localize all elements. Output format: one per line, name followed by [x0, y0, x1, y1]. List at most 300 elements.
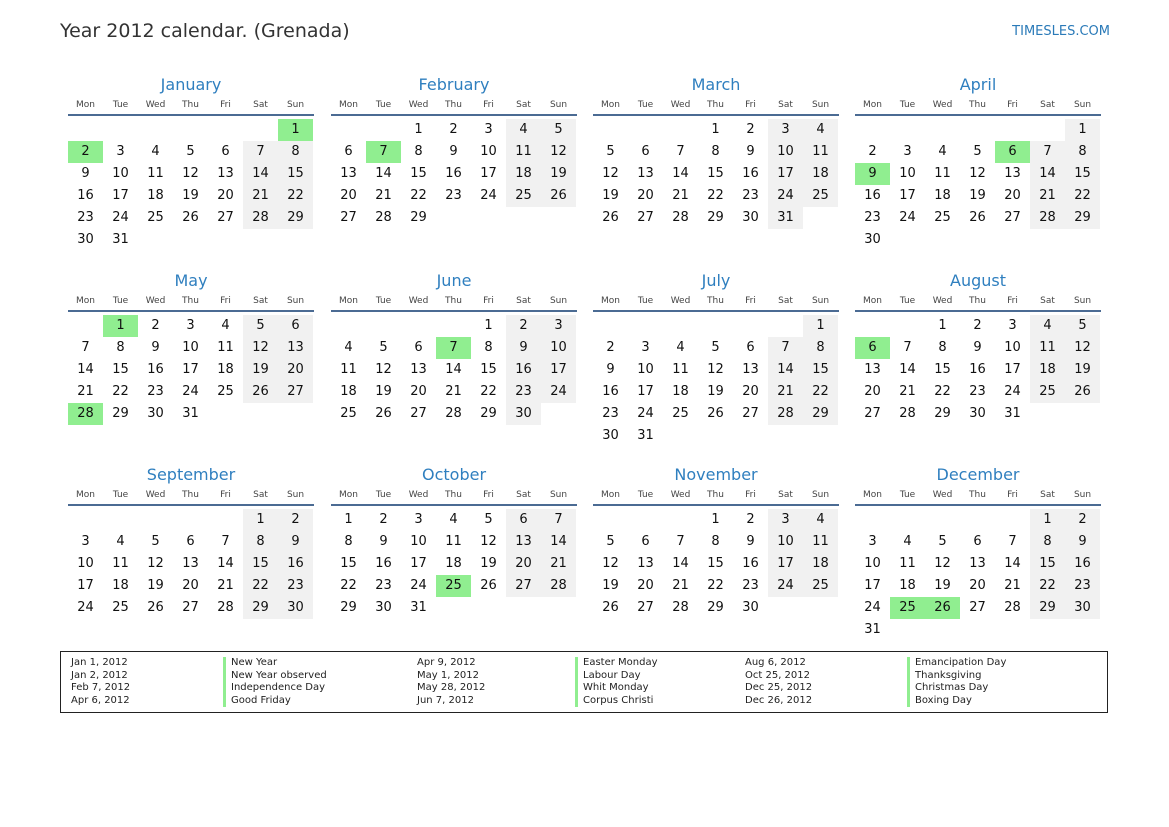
day-cell: 12	[182, 166, 199, 181]
day-cell: 26	[1065, 381, 1100, 403]
day-cell: 2	[151, 318, 160, 333]
day-cell: 23	[1065, 575, 1100, 597]
day-cell: 14	[217, 556, 234, 571]
day-grid	[331, 119, 577, 229]
empty-cell	[890, 509, 925, 531]
legend-holiday-name: Independence Day	[223, 682, 327, 695]
day-cell: 1	[344, 512, 353, 527]
day-cell: 14	[445, 362, 462, 377]
day-cell: 17	[1004, 362, 1021, 377]
month-march	[593, 74, 839, 229]
weekday-label: Wed	[932, 296, 953, 306]
day-cell: 19	[541, 163, 576, 185]
day-cell: 18	[803, 553, 838, 575]
day-cell: 23	[278, 575, 313, 597]
weekday-label: Sat	[778, 296, 793, 306]
day-cell: 13	[1004, 166, 1021, 181]
day-cell: 1	[484, 318, 493, 333]
day-cell: 19	[480, 556, 497, 571]
weekday-label: Fri	[220, 296, 231, 306]
holiday-day-cell: 26	[925, 597, 960, 619]
legend-date: May 1, 2012	[417, 669, 480, 681]
day-cell: 18	[340, 384, 357, 399]
day-cell: 3	[768, 119, 803, 141]
day-cell: 7	[221, 534, 230, 549]
day-cell: 8	[484, 340, 493, 355]
weekday-label: Wed	[145, 490, 166, 500]
day-cell: 28	[1004, 600, 1021, 615]
empty-cell	[593, 119, 628, 141]
day-cell: 12	[969, 166, 986, 181]
weekday-label: Tue	[112, 100, 129, 110]
legend-dates-col-3	[745, 657, 812, 707]
day-cell: 23	[969, 384, 986, 399]
day-cell: 6	[221, 144, 230, 159]
weekday-label: Tue	[375, 296, 392, 306]
weekday-label: Fri	[745, 296, 756, 306]
day-cell: 17	[410, 556, 427, 571]
day-cell: 8	[1030, 531, 1065, 553]
day-cell: 18	[803, 163, 838, 185]
day-cell: 14	[768, 359, 803, 381]
weekday-label: Mon	[601, 100, 620, 110]
empty-cell	[855, 509, 890, 531]
day-cell: 15	[410, 166, 427, 181]
day-cell: 30	[969, 406, 986, 421]
legend-date: Jan 1, 2012	[71, 657, 128, 668]
day-cell: 21	[768, 381, 803, 403]
day-cell: 14	[375, 166, 392, 181]
weekday-header	[855, 98, 1101, 116]
day-cell: 22	[803, 381, 838, 403]
weekday-header	[331, 98, 577, 116]
day-cell: 21	[899, 384, 916, 399]
legend-names-col-2	[575, 657, 658, 707]
month-june	[331, 270, 577, 425]
legend-date: Dec 26, 2012	[745, 694, 813, 706]
weekday-label: Fri	[1007, 490, 1018, 500]
day-cell: 20	[340, 188, 357, 203]
holiday-day-cell: 6	[855, 337, 890, 359]
day-grid	[68, 315, 314, 425]
day-cell: 21	[445, 384, 462, 399]
day-cell: 8	[344, 534, 353, 549]
empty-cell	[698, 315, 733, 337]
weekday-label: Tue	[899, 296, 916, 306]
day-cell: 28	[768, 403, 803, 425]
day-cell: 5	[379, 340, 388, 355]
holiday-day-cell: 9	[855, 163, 890, 185]
day-cell: 12	[375, 362, 392, 377]
day-cell: 29	[707, 600, 724, 615]
day-cell: 12	[707, 362, 724, 377]
month-july	[593, 270, 839, 447]
day-cell: 28	[899, 406, 916, 421]
day-cell: 22	[1065, 185, 1100, 207]
day-cell: 16	[147, 362, 164, 377]
weekday-label: Sat	[1040, 296, 1055, 306]
weekday-label: Thu	[445, 296, 462, 306]
day-cell: 8	[1065, 141, 1100, 163]
day-cell: 26	[602, 600, 619, 615]
day-cell: 20	[182, 578, 199, 593]
weekday-header	[68, 294, 314, 312]
empty-cell	[890, 315, 925, 337]
day-cell: 15	[243, 553, 278, 575]
weekday-header	[68, 488, 314, 506]
weekday-label: Fri	[220, 490, 231, 500]
day-cell: 15	[1065, 163, 1100, 185]
day-cell: 3	[1008, 318, 1017, 333]
weekday-label: Fri	[1007, 100, 1018, 110]
day-cell: 31	[637, 428, 654, 443]
day-cell: 29	[480, 406, 497, 421]
empty-cell	[768, 315, 803, 337]
day-cell: 29	[410, 210, 427, 225]
day-cell: 9	[379, 534, 388, 549]
day-cell: 27	[969, 600, 986, 615]
weekday-label: Tue	[637, 296, 654, 306]
holiday-day-cell: 25	[436, 575, 471, 597]
day-cell: 1	[414, 122, 423, 137]
day-cell: 1	[1030, 509, 1065, 531]
weekday-label: Mon	[863, 296, 882, 306]
weekday-label: Wed	[408, 490, 429, 500]
empty-cell	[68, 509, 103, 531]
weekday-label: Sat	[1040, 490, 1055, 500]
day-cell: 30	[864, 232, 881, 247]
month-name: March	[691, 75, 741, 94]
legend-names-col-3	[907, 657, 1006, 707]
weekday-label: Thu	[182, 296, 199, 306]
legend-date: Jan 2, 2012	[71, 669, 128, 681]
day-cell: 21	[243, 185, 278, 207]
month-name: January	[160, 75, 222, 94]
weekday-label: Mon	[601, 296, 620, 306]
day-cell: 2	[746, 512, 755, 527]
weekday-label: Wed	[145, 100, 166, 110]
weekday-label: Fri	[745, 490, 756, 500]
day-cell: 23	[864, 210, 881, 225]
legend-date: Apr 9, 2012	[417, 657, 476, 668]
day-cell: 22	[934, 384, 951, 399]
day-cell: 4	[506, 119, 541, 141]
day-cell: 21	[375, 188, 392, 203]
day-cell: 17	[541, 359, 576, 381]
day-cell: 28	[217, 600, 234, 615]
empty-cell	[68, 119, 103, 141]
day-cell: 25	[934, 210, 951, 225]
day-cell: 27	[410, 406, 427, 421]
day-cell: 23	[742, 578, 759, 593]
day-cell: 30	[77, 232, 94, 247]
weekday-label: Wed	[670, 100, 691, 110]
day-cell: 3	[641, 340, 650, 355]
weekday-label: Sun	[1073, 296, 1092, 306]
day-cell: 25	[506, 185, 541, 207]
day-cell: 12	[243, 337, 278, 359]
day-cell: 5	[711, 340, 720, 355]
day-cell: 30	[602, 428, 619, 443]
weekday-label: Thu	[969, 490, 986, 500]
legend-holiday-name: Thanksgiving	[907, 670, 1006, 683]
day-cell: 17	[768, 163, 803, 185]
day-grid	[593, 119, 839, 229]
day-cell: 20	[637, 188, 654, 203]
day-cell: 21	[1030, 185, 1065, 207]
day-cell: 10	[77, 556, 94, 571]
empty-cell	[401, 315, 436, 337]
day-cell: 17	[182, 362, 199, 377]
day-cell: 10	[768, 531, 803, 553]
day-cell: 7	[903, 340, 912, 355]
day-cell: 25	[340, 406, 357, 421]
day-cell: 17	[768, 553, 803, 575]
day-cell: 6	[973, 534, 982, 549]
weekday-label: Wed	[408, 296, 429, 306]
weekday-header	[593, 98, 839, 116]
weekday-label: Sun	[1073, 490, 1092, 500]
day-cell: 26	[969, 210, 986, 225]
day-cell: 5	[484, 512, 493, 527]
day-cell: 16	[445, 166, 462, 181]
day-cell: 8	[711, 144, 720, 159]
day-cell: 14	[672, 166, 689, 181]
day-cell: 25	[112, 600, 129, 615]
weekday-label: Fri	[483, 490, 494, 500]
weekday-label: Thu	[182, 100, 199, 110]
day-cell: 17	[864, 578, 881, 593]
day-cell: 9	[151, 340, 160, 355]
day-cell: 6	[344, 144, 353, 159]
weekday-label: Sun	[286, 490, 305, 500]
day-cell: 6	[506, 509, 541, 531]
month-january	[68, 74, 314, 251]
day-cell: 23	[602, 406, 619, 421]
day-cell: 4	[676, 340, 685, 355]
day-cell: 18	[217, 362, 234, 377]
day-cell: 14	[899, 362, 916, 377]
day-cell: 4	[344, 340, 353, 355]
day-cell: 13	[506, 531, 541, 553]
weekday-header	[331, 294, 577, 312]
weekday-label: Sun	[286, 100, 305, 110]
day-cell: 7	[1008, 534, 1017, 549]
day-cell: 18	[1030, 359, 1065, 381]
empty-cell	[366, 315, 401, 337]
holiday-day-cell: 6	[995, 141, 1030, 163]
day-grid	[68, 509, 314, 619]
weekday-label: Sun	[811, 100, 830, 110]
day-cell: 23	[445, 188, 462, 203]
day-cell: 31	[768, 207, 803, 229]
weekday-label: Mon	[339, 100, 358, 110]
empty-cell	[331, 119, 366, 141]
day-cell: 27	[1004, 210, 1021, 225]
day-cell: 16	[742, 166, 759, 181]
day-cell: 10	[112, 166, 129, 181]
weekday-label: Fri	[745, 100, 756, 110]
day-cell: 17	[899, 188, 916, 203]
day-cell: 20	[1004, 188, 1021, 203]
weekday-label: Sat	[516, 100, 531, 110]
day-cell: 5	[973, 144, 982, 159]
day-cell: 26	[243, 381, 278, 403]
day-cell: 2	[278, 509, 313, 531]
day-cell: 4	[449, 512, 458, 527]
legend-holiday-name: New Year observed	[223, 670, 327, 683]
day-cell: 19	[375, 384, 392, 399]
day-cell: 30	[375, 600, 392, 615]
day-cell: 11	[340, 362, 357, 377]
day-cell: 22	[1030, 575, 1065, 597]
legend-date: Oct 25, 2012	[745, 669, 810, 681]
weekday-label: Mon	[76, 100, 95, 110]
day-cell: 12	[147, 556, 164, 571]
day-cell: 27	[637, 210, 654, 225]
day-cell: 25	[1030, 381, 1065, 403]
legend-holiday-name: Christmas Day	[907, 682, 1006, 695]
day-cell: 7	[676, 144, 685, 159]
day-cell: 24	[112, 210, 129, 225]
weekday-label: Thu	[707, 100, 724, 110]
day-cell: 6	[641, 534, 650, 549]
empty-cell	[366, 119, 401, 141]
day-cell: 29	[707, 210, 724, 225]
day-cell: 27	[637, 600, 654, 615]
weekday-label: Fri	[220, 100, 231, 110]
day-cell: 6	[746, 340, 755, 355]
day-cell: 26	[707, 406, 724, 421]
day-grid	[593, 315, 839, 447]
weekday-label: Fri	[1007, 296, 1018, 306]
holiday-day-cell: 2	[68, 141, 103, 163]
day-grid	[68, 119, 314, 251]
empty-cell	[960, 509, 995, 531]
day-cell: 15	[707, 166, 724, 181]
day-cell: 10	[410, 534, 427, 549]
day-cell: 5	[606, 144, 615, 159]
day-cell: 19	[1065, 359, 1100, 381]
weekday-header	[68, 98, 314, 116]
legend-holiday-name: Labour Day	[575, 670, 658, 683]
day-cell: 24	[768, 575, 803, 597]
site-link[interactable]: TIMESLES.COM	[1012, 24, 1110, 39]
day-cell: 7	[1030, 141, 1065, 163]
month-name: August	[950, 271, 1006, 290]
day-cell: 9	[746, 144, 755, 159]
day-cell: 16	[77, 188, 94, 203]
day-cell: 30	[278, 597, 313, 619]
day-cell: 30	[1065, 597, 1100, 619]
empty-cell	[138, 119, 173, 141]
day-cell: 14	[77, 362, 94, 377]
day-cell: 16	[742, 556, 759, 571]
weekday-label: Wed	[670, 296, 691, 306]
day-cell: 5	[606, 534, 615, 549]
day-cell: 27	[278, 381, 313, 403]
day-cell: 22	[243, 575, 278, 597]
day-cell: 19	[934, 578, 951, 593]
empty-cell	[103, 119, 138, 141]
day-cell: 20	[969, 578, 986, 593]
day-cell: 3	[541, 315, 576, 337]
day-cell: 11	[217, 340, 234, 355]
day-cell: 8	[803, 337, 838, 359]
legend-holiday-name: Corpus Christi	[575, 695, 658, 708]
day-cell: 7	[768, 337, 803, 359]
day-cell: 15	[707, 556, 724, 571]
legend-date: Aug 6, 2012	[745, 657, 806, 668]
day-cell: 15	[803, 359, 838, 381]
day-cell: 22	[340, 578, 357, 593]
day-cell: 23	[147, 384, 164, 399]
day-cell: 8	[116, 340, 125, 355]
day-cell: 13	[637, 556, 654, 571]
weekday-label: Tue	[112, 490, 129, 500]
weekday-label: Thu	[969, 100, 986, 110]
day-cell: 6	[641, 144, 650, 159]
month-name: November	[674, 465, 758, 484]
weekday-label: Sat	[778, 490, 793, 500]
day-cell: 5	[186, 144, 195, 159]
day-cell: 8	[414, 144, 423, 159]
empty-cell	[925, 119, 960, 141]
day-cell: 1	[711, 122, 720, 137]
day-cell: 3	[186, 318, 195, 333]
day-cell: 18	[899, 578, 916, 593]
day-cell: 25	[803, 185, 838, 207]
day-cell: 5	[541, 119, 576, 141]
legend-holiday-name: New Year	[223, 657, 327, 670]
day-cell: 19	[969, 188, 986, 203]
empty-cell	[173, 119, 208, 141]
weekday-label: Mon	[339, 296, 358, 306]
day-cell: 2	[506, 315, 541, 337]
day-cell: 10	[637, 362, 654, 377]
empty-cell	[593, 315, 628, 337]
day-cell: 28	[375, 210, 392, 225]
day-cell: 14	[672, 556, 689, 571]
empty-cell	[628, 315, 663, 337]
day-cell: 28	[672, 600, 689, 615]
empty-cell	[995, 119, 1030, 141]
month-name: December	[936, 465, 1020, 484]
day-cell: 31	[112, 232, 129, 247]
day-cell: 30	[742, 210, 759, 225]
day-cell: 5	[938, 534, 947, 549]
day-cell: 5	[151, 534, 160, 549]
day-cell: 20	[864, 384, 881, 399]
day-cell: 5	[243, 315, 278, 337]
weekday-label: Mon	[339, 490, 358, 500]
month-name: September	[146, 465, 236, 484]
empty-cell	[1030, 119, 1065, 141]
holiday-day-cell: 1	[103, 315, 138, 337]
day-cell: 24	[480, 188, 497, 203]
empty-cell	[208, 119, 243, 141]
day-cell: 1	[243, 509, 278, 531]
day-cell: 16	[969, 362, 986, 377]
day-cell: 16	[506, 359, 541, 381]
day-cell: 19	[602, 188, 619, 203]
day-cell: 19	[182, 188, 199, 203]
day-cell: 14	[243, 163, 278, 185]
day-cell: 10	[864, 556, 881, 571]
day-cell: 7	[81, 340, 90, 355]
day-cell: 14	[1004, 556, 1021, 571]
month-september	[68, 464, 314, 619]
